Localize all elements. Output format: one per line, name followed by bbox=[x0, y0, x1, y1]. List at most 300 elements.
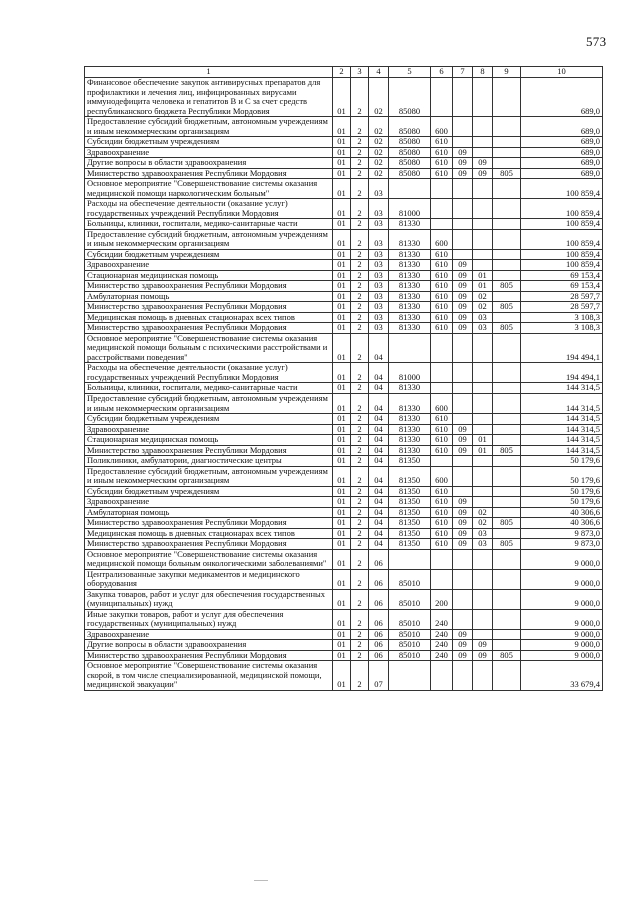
code-activity-cell: 04 bbox=[369, 486, 389, 497]
code-subsection-cell: 03 bbox=[473, 323, 493, 334]
code-section-cell bbox=[453, 333, 473, 363]
code-expense-type-cell bbox=[431, 569, 453, 589]
table-row bbox=[85, 629, 603, 640]
amount-cell: 100 859,4 bbox=[521, 219, 603, 230]
table-row bbox=[85, 168, 603, 179]
table-row bbox=[85, 179, 603, 199]
table-row bbox=[85, 569, 603, 589]
code-activity-cell: 02 bbox=[369, 168, 389, 179]
table-row bbox=[85, 549, 603, 569]
code-section-cell bbox=[453, 414, 473, 425]
code-section-cell: 09 bbox=[453, 507, 473, 518]
item-name-cell: Больницы, клиники, госпитали, медико-санитарные части bbox=[85, 219, 333, 230]
code-ministry-cell bbox=[493, 158, 521, 169]
code-activity-cell: 02 bbox=[369, 137, 389, 148]
code-subsection-cell bbox=[473, 147, 493, 158]
code-activity-cell: 04 bbox=[369, 456, 389, 467]
table-row bbox=[85, 249, 603, 260]
code-subprogram-cell: 2 bbox=[351, 302, 369, 313]
column-header-10: 10 bbox=[521, 67, 603, 78]
code-subprogram-cell: 2 bbox=[351, 569, 369, 589]
item-name-cell: Амбулаторная помощь bbox=[85, 507, 333, 518]
scan-artifact bbox=[254, 880, 268, 881]
code-activity-cell: 06 bbox=[369, 640, 389, 651]
code-section-cell bbox=[453, 569, 473, 589]
code-expense-type-cell bbox=[431, 219, 453, 230]
code-program-cell: 01 bbox=[333, 383, 351, 394]
code-direction-cell: 81350 bbox=[389, 539, 431, 550]
code-subsection-cell: 09 bbox=[473, 650, 493, 661]
code-subsection-cell: 01 bbox=[473, 270, 493, 281]
item-name-cell: Предоставление субсидий бюджетным, автономным учреждениям и иным некоммерческим организациям bbox=[85, 393, 333, 413]
code-direction-cell: 81350 bbox=[389, 486, 431, 497]
code-direction-cell: 85010 bbox=[389, 650, 431, 661]
column-header-8: 8 bbox=[473, 67, 493, 78]
item-name-cell: Основное мероприятие "Совершенствование системы оказания медицинской помощи наркологическим больным" bbox=[85, 179, 333, 199]
code-ministry-cell bbox=[493, 147, 521, 158]
code-program-cell: 01 bbox=[333, 158, 351, 169]
code-expense-type-cell: 240 bbox=[431, 640, 453, 651]
item-name-cell: Здравоохранение bbox=[85, 629, 333, 640]
table-row bbox=[85, 609, 603, 629]
amount-cell: 9 000,0 bbox=[521, 549, 603, 569]
table-row bbox=[85, 312, 603, 323]
amount-cell: 144 314,5 bbox=[521, 435, 603, 446]
code-program-cell: 01 bbox=[333, 117, 351, 137]
code-subprogram-cell: 2 bbox=[351, 507, 369, 518]
code-section-cell bbox=[453, 549, 473, 569]
code-subsection-cell bbox=[473, 629, 493, 640]
column-header-3: 3 bbox=[351, 67, 369, 78]
code-section-cell: 09 bbox=[453, 270, 473, 281]
code-program-cell: 01 bbox=[333, 539, 351, 550]
code-program-cell: 01 bbox=[333, 179, 351, 199]
code-subprogram-cell: 2 bbox=[351, 497, 369, 508]
code-expense-type-cell: 610 bbox=[431, 281, 453, 292]
table-row bbox=[85, 435, 603, 446]
code-expense-type-cell: 610 bbox=[431, 147, 453, 158]
code-ministry-cell bbox=[493, 549, 521, 569]
code-subprogram-cell: 2 bbox=[351, 168, 369, 179]
code-direction-cell: 85080 bbox=[389, 78, 431, 117]
code-subprogram-cell: 2 bbox=[351, 456, 369, 467]
code-program-cell: 01 bbox=[333, 249, 351, 260]
amount-cell: 9 873,0 bbox=[521, 539, 603, 550]
code-ministry-cell bbox=[493, 333, 521, 363]
code-ministry-cell bbox=[493, 528, 521, 539]
code-subsection-cell bbox=[473, 589, 493, 609]
item-name-cell: Централизованные закупки медикаментов и медицинского оборудования bbox=[85, 569, 333, 589]
table-row bbox=[85, 539, 603, 550]
code-direction-cell: 81000 bbox=[389, 363, 431, 383]
code-subprogram-cell: 2 bbox=[351, 117, 369, 137]
code-section-cell: 09 bbox=[453, 640, 473, 651]
item-name-cell: Иные закупки товаров, работ и услуг для обеспечения государственных (муниципальных) нужд bbox=[85, 609, 333, 629]
code-direction-cell: 85010 bbox=[389, 569, 431, 589]
code-ministry-cell bbox=[493, 199, 521, 219]
code-subsection-cell: 02 bbox=[473, 507, 493, 518]
code-activity-cell: 06 bbox=[369, 629, 389, 640]
table-row bbox=[85, 78, 603, 117]
amount-cell: 33 679,4 bbox=[521, 661, 603, 691]
code-direction-cell: 81330 bbox=[389, 435, 431, 446]
amount-cell: 144 314,5 bbox=[521, 383, 603, 394]
code-subsection-cell bbox=[473, 569, 493, 589]
code-subprogram-cell: 2 bbox=[351, 609, 369, 629]
code-activity-cell: 03 bbox=[369, 249, 389, 260]
code-program-cell: 01 bbox=[333, 168, 351, 179]
table-row bbox=[85, 497, 603, 508]
code-ministry-cell bbox=[493, 414, 521, 425]
code-program-cell: 01 bbox=[333, 435, 351, 446]
table-row bbox=[85, 147, 603, 158]
item-name-cell: Основное мероприятие "Совершенствование системы оказания медицинской помощи больным с психическими расстройствами и расстройствами поведения" bbox=[85, 333, 333, 363]
code-subprogram-cell: 2 bbox=[351, 158, 369, 169]
amount-cell: 9 000,0 bbox=[521, 609, 603, 629]
code-expense-type-cell: 240 bbox=[431, 629, 453, 640]
code-subprogram-cell: 2 bbox=[351, 78, 369, 117]
code-activity-cell: 06 bbox=[369, 549, 389, 569]
code-section-cell: 09 bbox=[453, 323, 473, 334]
table-row bbox=[85, 486, 603, 497]
code-program-cell: 01 bbox=[333, 507, 351, 518]
code-program-cell: 01 bbox=[333, 640, 351, 651]
code-program-cell: 01 bbox=[333, 291, 351, 302]
code-section-cell: 09 bbox=[453, 168, 473, 179]
code-subsection-cell bbox=[473, 199, 493, 219]
code-section-cell bbox=[453, 456, 473, 467]
code-section-cell: 09 bbox=[453, 158, 473, 169]
amount-cell: 689,0 bbox=[521, 147, 603, 158]
code-activity-cell: 04 bbox=[369, 539, 389, 550]
code-expense-type-cell: 610 bbox=[431, 539, 453, 550]
code-expense-type-cell: 610 bbox=[431, 302, 453, 313]
code-ministry-cell bbox=[493, 661, 521, 691]
code-direction-cell: 81350 bbox=[389, 497, 431, 508]
code-subsection-cell: 01 bbox=[473, 281, 493, 292]
code-expense-type-cell: 610 bbox=[431, 414, 453, 425]
code-program-cell: 01 bbox=[333, 199, 351, 219]
code-subsection-cell bbox=[473, 424, 493, 435]
code-expense-type-cell: 610 bbox=[431, 249, 453, 260]
code-direction-cell bbox=[389, 661, 431, 691]
code-expense-type-cell: 610 bbox=[431, 158, 453, 169]
item-name-cell: Здравоохранение bbox=[85, 497, 333, 508]
item-name-cell: Основное мероприятие "Совершенствование системы оказания скорой, в том числе специализированной, медицинской помощи, медицинской эвакуации" bbox=[85, 661, 333, 691]
code-ministry-cell: 805 bbox=[493, 518, 521, 529]
code-section-cell bbox=[453, 199, 473, 219]
code-subsection-cell bbox=[473, 260, 493, 271]
code-subprogram-cell: 2 bbox=[351, 179, 369, 199]
code-activity-cell: 06 bbox=[369, 650, 389, 661]
code-program-cell: 01 bbox=[333, 302, 351, 313]
code-activity-cell: 02 bbox=[369, 158, 389, 169]
code-direction-cell: 81350 bbox=[389, 507, 431, 518]
code-ministry-cell bbox=[493, 424, 521, 435]
code-expense-type-cell: 610 bbox=[431, 424, 453, 435]
item-name-cell: Субсидии бюджетным учреждениям bbox=[85, 486, 333, 497]
amount-cell: 144 314,5 bbox=[521, 393, 603, 413]
code-program-cell: 01 bbox=[333, 589, 351, 609]
amount-cell: 40 306,6 bbox=[521, 518, 603, 529]
table-row bbox=[85, 640, 603, 651]
code-ministry-cell bbox=[493, 179, 521, 199]
code-activity-cell: 04 bbox=[369, 424, 389, 435]
code-ministry-cell bbox=[493, 291, 521, 302]
item-name-cell: Стационарная медицинская помощь bbox=[85, 435, 333, 446]
code-expense-type-cell: 610 bbox=[431, 323, 453, 334]
code-section-cell bbox=[453, 137, 473, 148]
code-ministry-cell bbox=[493, 589, 521, 609]
item-name-cell: Предоставление субсидий бюджетным, автономным учреждениям и иным некоммерческим организациям bbox=[85, 117, 333, 137]
amount-cell: 9 000,0 bbox=[521, 629, 603, 640]
code-direction-cell: 85010 bbox=[389, 629, 431, 640]
code-direction-cell: 81350 bbox=[389, 518, 431, 529]
code-ministry-cell bbox=[493, 383, 521, 394]
amount-cell: 40 306,6 bbox=[521, 507, 603, 518]
code-program-cell: 01 bbox=[333, 497, 351, 508]
code-subsection-cell: 03 bbox=[473, 528, 493, 539]
amount-cell: 69 153,4 bbox=[521, 270, 603, 281]
amount-cell: 50 179,6 bbox=[521, 456, 603, 467]
code-subprogram-cell: 2 bbox=[351, 363, 369, 383]
code-direction-cell: 81330 bbox=[389, 229, 431, 249]
code-direction-cell: 81330 bbox=[389, 302, 431, 313]
code-section-cell bbox=[453, 466, 473, 486]
code-direction-cell: 81330 bbox=[389, 323, 431, 334]
item-name-cell: Здравоохранение bbox=[85, 147, 333, 158]
code-subprogram-cell: 2 bbox=[351, 270, 369, 281]
code-ministry-cell bbox=[493, 456, 521, 467]
table-row bbox=[85, 117, 603, 137]
code-expense-type-cell: 600 bbox=[431, 393, 453, 413]
code-ministry-cell bbox=[493, 249, 521, 260]
code-expense-type-cell bbox=[431, 383, 453, 394]
code-program-cell: 01 bbox=[333, 270, 351, 281]
amount-cell: 3 108,3 bbox=[521, 323, 603, 334]
code-subprogram-cell: 2 bbox=[351, 466, 369, 486]
code-ministry-cell bbox=[493, 486, 521, 497]
code-program-cell: 01 bbox=[333, 569, 351, 589]
code-activity-cell: 06 bbox=[369, 589, 389, 609]
code-subprogram-cell: 2 bbox=[351, 445, 369, 456]
code-activity-cell: 04 bbox=[369, 383, 389, 394]
code-section-cell bbox=[453, 486, 473, 497]
code-ministry-cell bbox=[493, 270, 521, 281]
code-subprogram-cell: 2 bbox=[351, 291, 369, 302]
code-section-cell bbox=[453, 363, 473, 383]
code-section-cell bbox=[453, 249, 473, 260]
code-subsection-cell bbox=[473, 466, 493, 486]
code-subsection-cell bbox=[473, 229, 493, 249]
code-direction-cell: 81330 bbox=[389, 291, 431, 302]
code-direction-cell: 85010 bbox=[389, 609, 431, 629]
code-activity-cell: 03 bbox=[369, 270, 389, 281]
code-ministry-cell bbox=[493, 507, 521, 518]
code-ministry-cell bbox=[493, 393, 521, 413]
code-expense-type-cell: 610 bbox=[431, 312, 453, 323]
column-header-9: 9 bbox=[493, 67, 521, 78]
code-subsection-cell: 03 bbox=[473, 539, 493, 550]
code-section-cell: 09 bbox=[453, 260, 473, 271]
amount-cell: 689,0 bbox=[521, 117, 603, 137]
table-row bbox=[85, 393, 603, 413]
code-activity-cell: 04 bbox=[369, 507, 389, 518]
amount-cell: 100 859,4 bbox=[521, 179, 603, 199]
code-subprogram-cell: 2 bbox=[351, 589, 369, 609]
amount-cell: 100 859,4 bbox=[521, 260, 603, 271]
table-row bbox=[85, 323, 603, 334]
code-activity-cell: 03 bbox=[369, 291, 389, 302]
code-subsection-cell bbox=[473, 333, 493, 363]
table-row bbox=[85, 650, 603, 661]
code-direction-cell: 85010 bbox=[389, 589, 431, 609]
code-ministry-cell bbox=[493, 466, 521, 486]
code-program-cell: 01 bbox=[333, 219, 351, 230]
code-subsection-cell bbox=[473, 137, 493, 148]
code-expense-type-cell: 610 bbox=[431, 260, 453, 271]
code-expense-type-cell: 610 bbox=[431, 168, 453, 179]
budget-table bbox=[84, 66, 603, 691]
code-subsection-cell bbox=[473, 549, 493, 569]
code-section-cell: 09 bbox=[453, 539, 473, 550]
code-program-cell: 01 bbox=[333, 661, 351, 691]
amount-cell: 9 000,0 bbox=[521, 589, 603, 609]
code-direction-cell bbox=[389, 549, 431, 569]
item-name-cell: Министерство здравоохранения Республики Мордовия bbox=[85, 168, 333, 179]
amount-cell: 50 179,6 bbox=[521, 497, 603, 508]
code-expense-type-cell bbox=[431, 179, 453, 199]
code-ministry-cell: 805 bbox=[493, 302, 521, 313]
code-subprogram-cell: 2 bbox=[351, 333, 369, 363]
code-subsection-cell: 01 bbox=[473, 445, 493, 456]
code-subprogram-cell: 2 bbox=[351, 393, 369, 413]
item-name-cell: Министерство здравоохранения Республики Мордовия bbox=[85, 302, 333, 313]
code-ministry-cell bbox=[493, 219, 521, 230]
code-section-cell: 09 bbox=[453, 650, 473, 661]
code-direction-cell: 81330 bbox=[389, 219, 431, 230]
code-subsection-cell bbox=[473, 456, 493, 467]
code-direction-cell: 81330 bbox=[389, 260, 431, 271]
code-activity-cell: 02 bbox=[369, 147, 389, 158]
item-name-cell: Субсидии бюджетным учреждениям bbox=[85, 414, 333, 425]
code-expense-type-cell: 610 bbox=[431, 486, 453, 497]
column-header-7: 7 bbox=[453, 67, 473, 78]
code-direction-cell: 81330 bbox=[389, 312, 431, 323]
code-section-cell: 09 bbox=[453, 528, 473, 539]
code-section-cell bbox=[453, 117, 473, 137]
item-name-cell: Медицинская помощь в дневных стационарах всех типов bbox=[85, 528, 333, 539]
code-subsection-cell: 09 bbox=[473, 158, 493, 169]
code-subsection-cell: 01 bbox=[473, 435, 493, 446]
code-ministry-cell: 805 bbox=[493, 168, 521, 179]
code-section-cell: 09 bbox=[453, 497, 473, 508]
code-subsection-cell bbox=[473, 414, 493, 425]
table-row bbox=[85, 199, 603, 219]
code-direction-cell: 81330 bbox=[389, 393, 431, 413]
code-expense-type-cell: 610 bbox=[431, 528, 453, 539]
code-direction-cell: 85080 bbox=[389, 158, 431, 169]
code-program-cell: 01 bbox=[333, 393, 351, 413]
item-name-cell: Стационарная медицинская помощь bbox=[85, 270, 333, 281]
code-expense-type-cell: 600 bbox=[431, 466, 453, 486]
item-name-cell: Больницы, клиники, госпитали, медико-санитарные части bbox=[85, 383, 333, 394]
code-program-cell: 01 bbox=[333, 424, 351, 435]
amount-cell: 69 153,4 bbox=[521, 281, 603, 292]
code-section-cell: 09 bbox=[453, 291, 473, 302]
table-row bbox=[85, 466, 603, 486]
code-activity-cell: 03 bbox=[369, 302, 389, 313]
code-subsection-cell: 03 bbox=[473, 312, 493, 323]
table-row bbox=[85, 445, 603, 456]
code-subsection-cell bbox=[473, 393, 493, 413]
code-ministry-cell bbox=[493, 312, 521, 323]
item-name-cell: Министерство здравоохранения Республики Мордовия bbox=[85, 323, 333, 334]
item-name-cell: Медицинская помощь в дневных стационарах всех типов bbox=[85, 312, 333, 323]
code-subsection-cell: 09 bbox=[473, 640, 493, 651]
code-subsection-cell bbox=[473, 363, 493, 383]
code-expense-type-cell: 600 bbox=[431, 229, 453, 249]
code-section-cell bbox=[453, 661, 473, 691]
amount-cell: 689,0 bbox=[521, 158, 603, 169]
item-name-cell: Другие вопросы в области здравоохранения bbox=[85, 640, 333, 651]
code-activity-cell: 04 bbox=[369, 393, 389, 413]
code-expense-type-cell: 610 bbox=[431, 445, 453, 456]
code-subprogram-cell: 2 bbox=[351, 219, 369, 230]
page-number: 573 bbox=[586, 34, 607, 49]
code-program-cell: 01 bbox=[333, 650, 351, 661]
code-activity-cell: 03 bbox=[369, 281, 389, 292]
code-subprogram-cell: 2 bbox=[351, 414, 369, 425]
code-program-cell: 01 bbox=[333, 147, 351, 158]
code-program-cell: 01 bbox=[333, 312, 351, 323]
code-subsection-cell bbox=[473, 219, 493, 230]
code-direction-cell: 81000 bbox=[389, 199, 431, 219]
code-direction-cell: 81350 bbox=[389, 466, 431, 486]
code-subprogram-cell: 2 bbox=[351, 260, 369, 271]
code-direction-cell: 81350 bbox=[389, 528, 431, 539]
code-ministry-cell: 805 bbox=[493, 445, 521, 456]
amount-cell: 50 179,6 bbox=[521, 466, 603, 486]
code-activity-cell: 04 bbox=[369, 518, 389, 529]
item-name-cell: Поликлиники, амбулатории, диагностические центры bbox=[85, 456, 333, 467]
code-subprogram-cell: 2 bbox=[351, 640, 369, 651]
amount-cell: 9 873,0 bbox=[521, 528, 603, 539]
code-activity-cell: 04 bbox=[369, 363, 389, 383]
code-direction-cell: 85010 bbox=[389, 640, 431, 651]
code-section-cell bbox=[453, 609, 473, 629]
table-row bbox=[85, 518, 603, 529]
code-activity-cell: 03 bbox=[369, 179, 389, 199]
code-subprogram-cell: 2 bbox=[351, 650, 369, 661]
code-expense-type-cell: 610 bbox=[431, 497, 453, 508]
code-subprogram-cell: 2 bbox=[351, 528, 369, 539]
code-section-cell bbox=[453, 229, 473, 249]
code-section-cell bbox=[453, 589, 473, 609]
table-row bbox=[85, 528, 603, 539]
table-row bbox=[85, 158, 603, 169]
code-subsection-cell bbox=[473, 383, 493, 394]
table-row bbox=[85, 414, 603, 425]
code-ministry-cell bbox=[493, 137, 521, 148]
table-row bbox=[85, 456, 603, 467]
amount-cell: 28 597,7 bbox=[521, 302, 603, 313]
code-program-cell: 01 bbox=[333, 528, 351, 539]
item-name-cell: Министерство здравоохранения Республики Мордовия bbox=[85, 650, 333, 661]
table-row bbox=[85, 291, 603, 302]
code-subprogram-cell: 2 bbox=[351, 486, 369, 497]
code-subsection-cell bbox=[473, 486, 493, 497]
